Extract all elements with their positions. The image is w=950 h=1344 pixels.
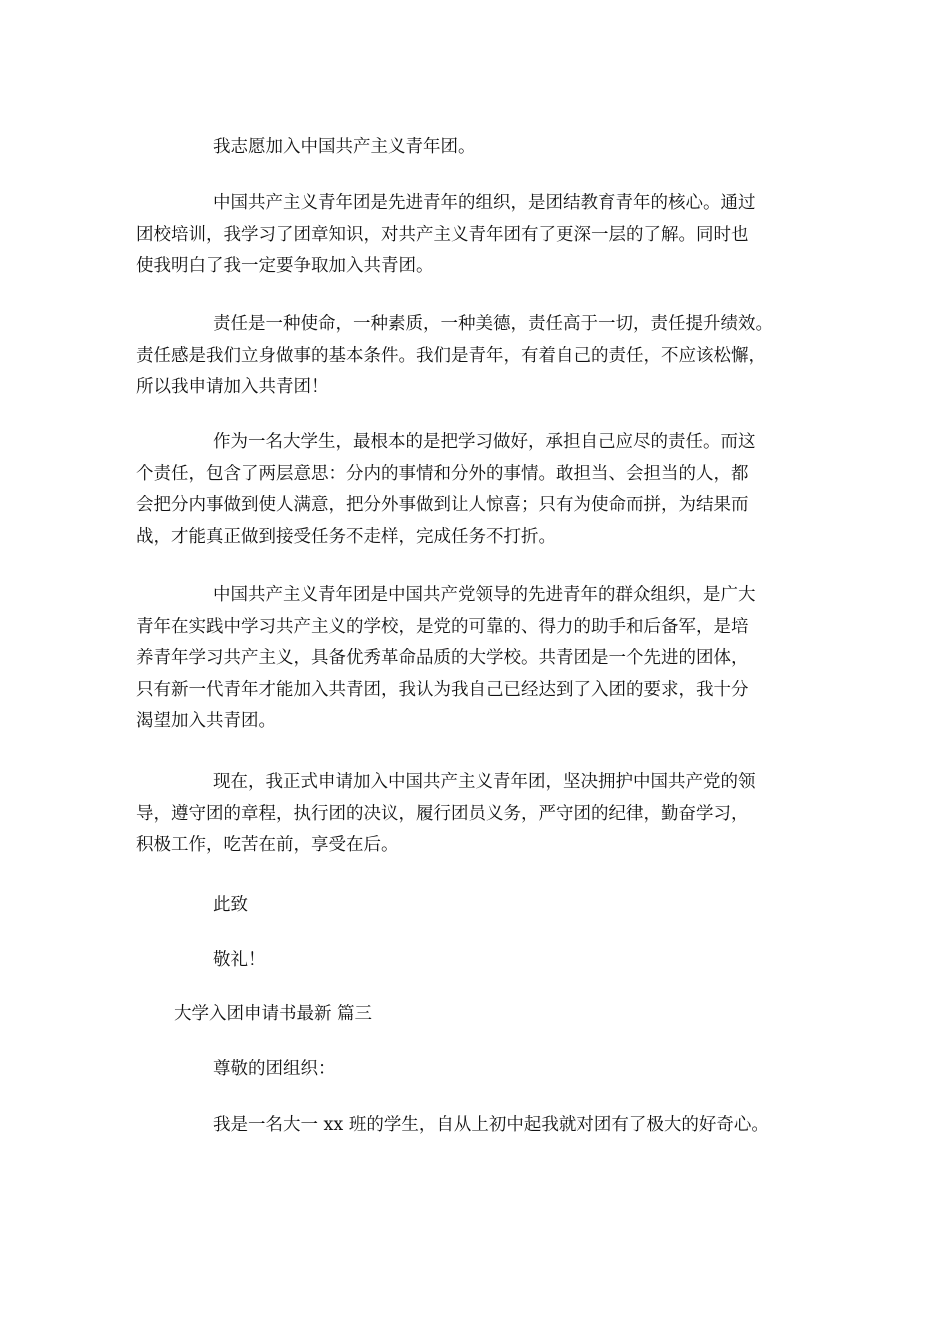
paragraph-3-line-3: 所以我申请加入共青团！ <box>136 377 329 397</box>
closing-ci-zhi: 此致 <box>213 895 248 915</box>
paragraph-2-line-3: 使我明白了我一定要争取加入共青团。 <box>136 256 434 276</box>
paragraph-3-line-2: 责任感是我们立身做事的基本条件。我们是青年，有着自己的责任，不应该松懈， <box>136 345 766 366</box>
paragraph-4 <box>136 427 826 553</box>
paragraph-6-line-1: 现在，我正式申请加入中国共产主义青年团，坚决拥护中国共产党的领 <box>213 772 756 792</box>
paragraph-2 <box>136 188 826 283</box>
paragraph-4-line-1: 作为一名大学生，最根本的是把学习做好，承担自己应尽的责任。而这 <box>213 432 756 452</box>
section-heading: 大学入团申请书最新 篇三 <box>174 1004 373 1024</box>
salutation: 尊敬的团组织： <box>213 1059 336 1079</box>
paragraph-6 <box>136 767 826 862</box>
paragraph-5 <box>136 580 826 738</box>
paragraph-5-line-3: 养青年学习共产主义，具备优秀革命品质的大学校。共青团是一个先进的团体， <box>136 648 749 668</box>
paragraph-4-line-3: 会把分内事做到使人满意，把分外事做到让人惊喜；只有为使命而拼，为结果而 <box>136 495 749 515</box>
paragraph-5-line-2: 青年在实践中学习共产主义的学校，是党的可靠的、得力的助手和后备军，是培 <box>136 616 749 637</box>
paragraph-1-line-1: 我志愿加入中国共产主义青年团。 <box>213 137 476 157</box>
paragraph-5-line-4: 只有新一代青年才能加入共青团，我认为我自己已经达到了入团的要求，我十分 <box>136 679 749 700</box>
paragraph-6-line-2: 导，遵守团的章程，执行团的决议，履行团员义务，严守团的纪律，勤奋学习， <box>136 803 749 824</box>
paragraph-3-line-1: 责任是一种使命，一种素质，一种美德，责任高于一切，责任提升绩效。 <box>213 314 773 334</box>
paragraph-1 <box>213 132 476 164</box>
paragraph-4-line-2: 个责任，包含了两层意思：分内的事情和分外的事情。敢担当、会担当的人，都 <box>136 463 749 484</box>
paragraph-5-line-5: 渴望加入共青团。 <box>136 711 276 731</box>
paragraph-5-line-1: 中国共产主义青年团是中国共产党领导的先进青年的群众组织，是广大 <box>213 585 756 605</box>
closing-jing-li: 敬礼！ <box>213 950 266 970</box>
paragraph-4-line-4: 战，才能真正做到接受任务不走样，完成任务不打折。 <box>136 526 556 547</box>
paragraph-6-line-3: 积极工作，吃苦在前，享受在后。 <box>136 835 399 855</box>
last-paragraph: 我是一名大一 xx 班的学生，自从上初中起我就对团有了极大的好奇心。 <box>213 1115 769 1135</box>
paragraph-2-line-2: 团校培训，我学习了团章知识，对共产主义青年团有了更深一层的了解。同时也 <box>136 224 749 245</box>
paragraph-3 <box>136 309 826 404</box>
paragraph-2-line-1: 中国共产主义青年团是先进青年的组织，是团结教育青年的核心。通过 <box>213 193 756 213</box>
